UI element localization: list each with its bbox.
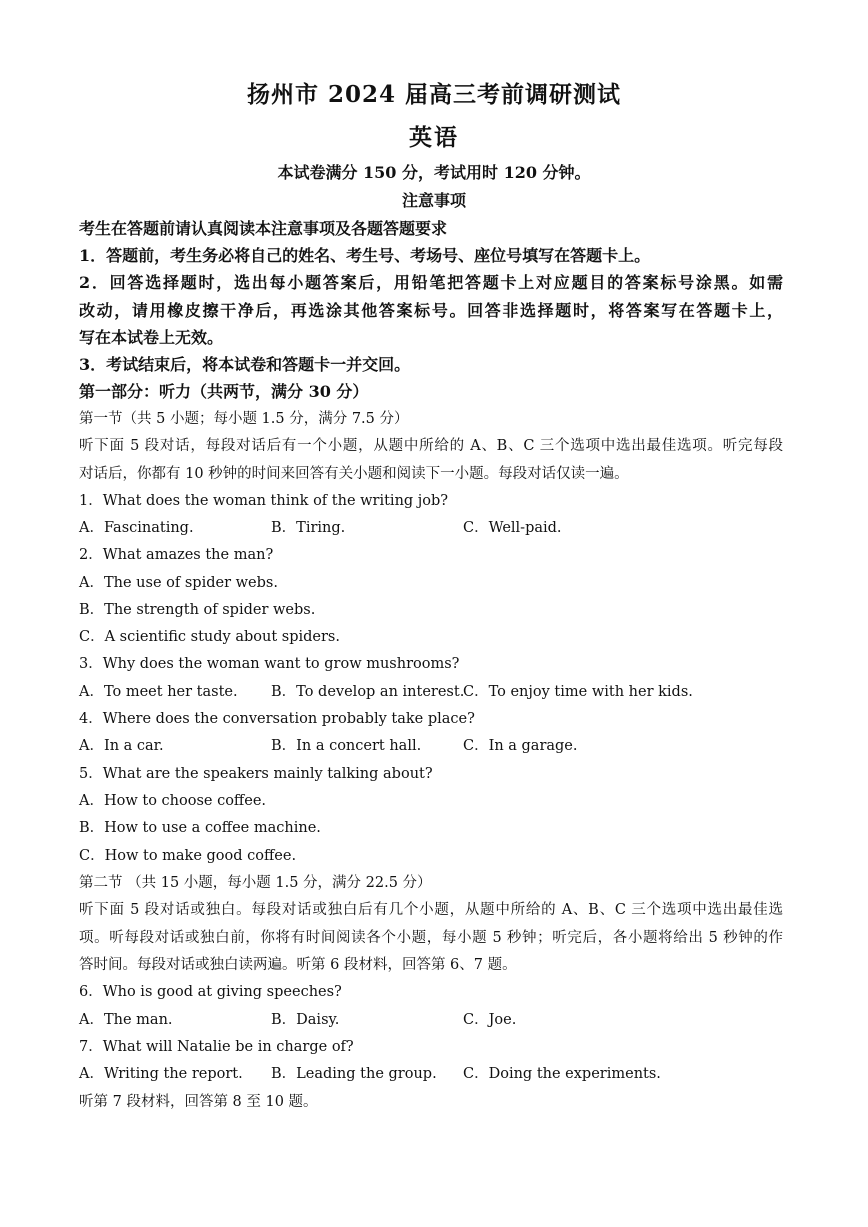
exam-title: 扬州市 2024 届高三考前调研测试 — [246, 81, 622, 108]
section1-instruction-line-1: 听下面 5 段对话，每段对话后有一个小题，从题中所给的 A、B、C 三个选项中选出最佳选项。听完每段 — [79, 438, 783, 454]
material-7-instruction: 听第 7 段材料，回答第 8 至 10 题。 — [79, 1094, 318, 1110]
question-5-stem: 5．What are the speakers mainly talking about? — [79, 766, 433, 782]
question-4-option-a: A．In a car. — [79, 738, 164, 754]
question-1-option-c: C．Well-paid. — [463, 520, 562, 536]
section2-instruction-line-3: 答时间。每段对话或独白读两遍。听第 6 段材料，回答第 6、7 题。 — [79, 957, 517, 973]
question-6-option-b: B．Daisy. — [271, 1012, 340, 1028]
question-2-stem: 2．What amazes the man? — [79, 547, 274, 563]
question-2-option-b: B．The strength of spider webs. — [79, 602, 316, 618]
question-3-option-c: C．To enjoy time with her kids. — [463, 684, 693, 700]
question-3-stem: 3．Why does the woman want to grow mushrooms? — [79, 656, 460, 672]
question-6-option-c: C．Joe. — [463, 1012, 517, 1028]
notice-item-2-line-3: 写在本试卷上无效。 — [79, 328, 224, 347]
question-1-option-b: B．Tiring. — [271, 520, 346, 536]
question-5-option-a: A．How to choose coffee. — [79, 793, 267, 809]
notice-item-2-line-2: 改动，请用橡皮擦干净后，再选涂其他答案标号。回答非选择题时，将答案写在答题卡上， — [79, 301, 783, 320]
subject-title: 英语 — [409, 124, 459, 151]
section1-instruction-line-2: 对话后，你都有 10 秒钟的时间来回答有关小题和阅读下一小题。每段对话仅读一遍。 — [79, 466, 629, 482]
notice-item-2-line-1: 2．回答选择题时，选出每小题答案后，用铅笔把答题卡上对应题目的答案标号涂黑。如需 — [79, 273, 783, 292]
notice-item-3: 3．考试结束后，将本试卷和答题卡一并交回。 — [79, 355, 411, 374]
notice-intro: 考生在答题前请认真阅读本注意事项及各题答题要求 — [79, 219, 448, 238]
section2-instruction-line-1: 听下面 5 段对话或独白。每段对话或独白后有几个小题，从题中所给的 A、B、C 三个选项中选出最佳选 — [79, 902, 783, 918]
section2-instruction-line-2: 项。听每段对话或独白前，你将有时间阅读各个小题，每小题 5 秒钟；听完后，各小题将给出 5 秒钟的作 — [79, 930, 783, 946]
score-info: 本试卷满分 150 分，考试用时 120 分钟。 — [277, 163, 591, 182]
part1-heading: 第一部分：听力（共两节，满分 30 分） — [79, 382, 369, 401]
question-2-option-c: C．A scientific study about spiders. — [79, 629, 340, 645]
question-1-stem: 1．What does the woman think of the writing job? — [79, 493, 449, 509]
question-5-option-b: B．How to use a coffee machine. — [79, 820, 321, 836]
question-4-stem: 4．Where does the conversation probably take place? — [79, 711, 475, 727]
question-6-option-a: A．The man. — [79, 1012, 173, 1028]
question-4-option-c: C．In a garage. — [463, 738, 578, 754]
question-6-stem: 6．Who is good at giving speeches? — [79, 984, 342, 1000]
question-7-option-b: B．Leading the group. — [271, 1066, 437, 1082]
section2-heading: 第二节 （共 15 小题，每小题 1.5 分，满分 22.5 分） — [79, 875, 432, 891]
question-3-option-a: A．To meet her taste. — [79, 684, 238, 700]
question-7-option-a: A．Writing the report. — [79, 1066, 243, 1082]
notice-heading: 注意事项 — [401, 191, 466, 210]
question-2-option-a: A．The use of spider webs. — [79, 575, 278, 591]
section1-heading: 第一节（共 5 小题；每小题 1.5 分，满分 7.5 分） — [79, 411, 409, 427]
question-1-option-a: A．Fascinating. — [79, 520, 194, 536]
question-3-option-b: B．To develop an interest. — [271, 684, 465, 700]
question-7-option-c: C．Doing the experiments. — [463, 1066, 661, 1082]
question-7-stem: 7．What will Natalie be in charge of? — [79, 1039, 354, 1055]
question-5-option-c: C．How to make good coffee. — [79, 848, 297, 864]
notice-item-1: 1．答题前，考生务必将自己的姓名、考生号、考场号、座位号填写在答题卡上。 — [79, 246, 651, 265]
question-4-option-b: B．In a concert hall. — [271, 738, 422, 754]
